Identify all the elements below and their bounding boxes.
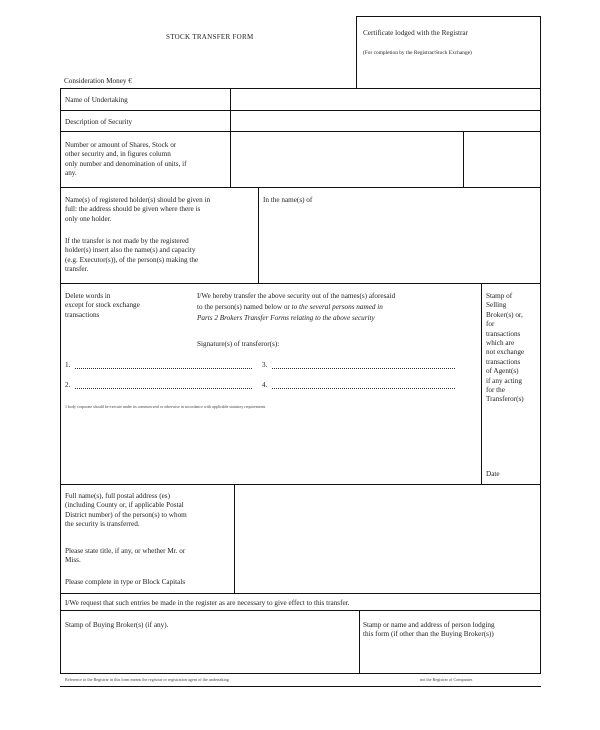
body-corporate-fine-print: 1 body corporate should be execute under its common seal or otherwise in accordance with applicable statutory requirements — [65, 404, 266, 409]
footer-rule — [60, 686, 541, 687]
row-line-1 — [60, 88, 541, 89]
cert-subtitle: (For completion by the Registrar/Stock Exchange) — [363, 50, 472, 56]
divider-holder-col — [258, 187, 259, 283]
row-line-7 — [60, 593, 541, 594]
row-line-2 — [60, 110, 541, 111]
number-amount-label: Number or amount of Shares, Stock or other security and, in figures column only number and denomination of units, if any. — [65, 141, 187, 178]
sig-number-1: 1. — [65, 361, 71, 369]
undertaking-label: Name of Undertaking — [65, 96, 128, 104]
footer-reference: Reference to the Registrar in this form means the registrar or registration agent of the undertaking — [65, 677, 229, 682]
row-line-3 — [60, 131, 541, 132]
sig-number-3: 3. — [262, 361, 268, 369]
divider-number-col — [230, 131, 231, 187]
state-title-label: Please state title, if any, or whether Mr. or Miss. — [65, 547, 186, 565]
date-label: Date — [486, 470, 500, 478]
sig-number-2: 2. — [65, 381, 71, 389]
declaration-mid: to the person(s) named below or — [197, 303, 292, 311]
divider-stamps-col — [359, 610, 360, 673]
signature-line-3[interactable] — [272, 368, 455, 369]
divider-transferee-col — [234, 484, 235, 593]
request-statement: I/We request that such entries be made in the register as are necessary to give effect to this transfer. — [65, 599, 350, 607]
transferee-full-name-label: Full name(s), full postal address (es) (including County or, if applicable Postal District number) of the person(s) to whom the security is transferred. — [65, 492, 187, 529]
row-line-9 — [60, 673, 541, 674]
stamp-selling-broker: Stamp of Selling Broker(s) or, for transactions which are not exchange transactions of Agent(s) if any acting for the Transferor(s) — [486, 292, 525, 404]
row-line-5 — [60, 283, 541, 284]
form-title: STOCK TRANSFER FORM — [166, 33, 254, 41]
form-left-border — [60, 88, 61, 674]
row-line-6 — [60, 484, 541, 485]
form-right-border — [540, 16, 541, 674]
divider-number-right — [463, 131, 464, 187]
in-name-of-label: In the name(s) of — [263, 196, 313, 204]
consideration-money: Consideration Money € — [64, 77, 132, 85]
declaration-line-3: Parts 2 Brokers Transfer Forms relating to the above security — [197, 314, 375, 322]
signature-line-4[interactable] — [272, 388, 455, 389]
footer-registrar-of-companies: not the Registrar of Companies — [420, 677, 473, 682]
cert-box-top-border — [356, 16, 541, 17]
holder-name-label: Name(s) of registered holder(s) should be given in full: the address should be given where there is only one holder. — [65, 196, 211, 223]
signature-label: Signature(s) of transferor(s): — [197, 340, 280, 348]
signature-line-1[interactable] — [75, 368, 252, 369]
stamp-buying-broker: Stamp of Buying Broker(s) (if any). — [65, 621, 169, 629]
stamp-lodging-person: Stamp or name and address of person lodging this form (if other than the Buying Broker(s)) — [363, 621, 495, 639]
declaration-line-2 — [197, 303, 383, 312]
divider-stamp-col — [481, 283, 482, 484]
cert-box-left-border — [356, 16, 357, 88]
signature-line-2[interactable] — [75, 388, 252, 389]
row-line-8 — [60, 610, 541, 611]
block-capitals-label: Please complete in type or Block Capitals — [65, 578, 186, 586]
declaration-line-1: I/We hereby transfer the above security out of the names(s) aforesaid — [197, 292, 396, 300]
holder-note-label: If the transfer is not made by the registered holder(s) insert also the name(s) and capacity (e.g. Executor(s)), of the person(s) making the transfer. — [65, 237, 199, 274]
row-line-4 — [60, 187, 541, 188]
divider-label-col — [230, 88, 231, 131]
delete-words-note: Delete words in except for stock exchange transactions — [65, 292, 140, 319]
cert-title: Certificate lodged with the Registrar — [363, 29, 468, 37]
declaration-mid-italic: to the several persons named in — [291, 303, 383, 311]
description-label: Description of Security — [65, 118, 133, 126]
sig-number-4: 4. — [262, 381, 268, 389]
